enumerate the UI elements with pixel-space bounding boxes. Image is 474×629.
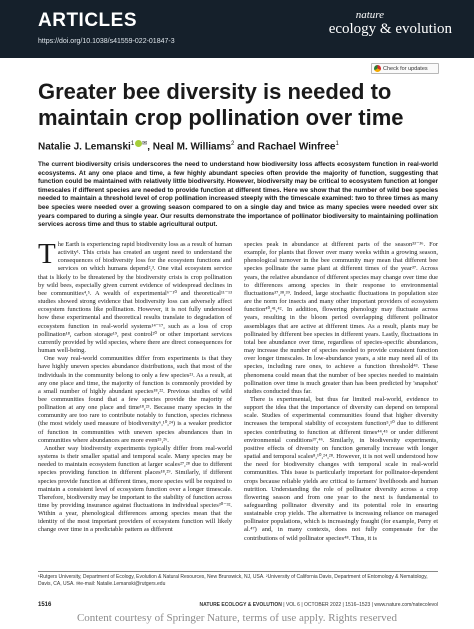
email-icon[interactable]: ✉ bbox=[142, 141, 148, 147]
body-paragraph: Another way biodiversity experiments typically differ from real-world systems is their smaller spatial and temporal scale. Many species may be needed to maintain ecosystem function at larger scales²⁷,²⁸ due to different species providing function in different places¹⁸,²⁹. Similarly, if different species provide function at different times, more species will be required to maintain a consistent level of ecosystem function over a longer timescale. Therefore, biodiversity may be important to the stability of function across time by providing insurance against fluctuations in individual species³⁰⁻³². Within a year, phenological differences among species mean that the identity of the most important providers of ecosystem function will likely change over time in a predictable pattern as different bbox=[38, 444, 232, 534]
section-label: ARTICLES bbox=[38, 10, 137, 31]
footnote-divider bbox=[38, 571, 438, 572]
page-number: 1516 bbox=[38, 602, 52, 608]
body-paragraph-text: he Earth is experiencing rapid biodiversity loss as a result of human activity¹. This crisis has created an urgent need to understand the consequences of biodiversity loss for the ecosystem functions and services on which humans depend²,³. One vital ecosystem service that is likely to be threatened by the biodiversity crisis is crop pollination by wild bees, especially given current evidence of widespread declines in bee communities⁴,⁵. A wealth of experimental⁶⁻¹⁰ and theoretical¹¹⁻¹³ studies showed strong evidence that biodiversity loss can adversely affect ecosystem functions like pollination. However, it is not fully understood how these experimental and theoretical results translate to degradation of ecosystem function in real-world systems¹⁴⁻¹⁷, such as a loss of crop pollination¹⁸, carbon storage¹⁹, pest control²⁰ or other important services currently provided by wild species, where there are direct consequences for human well-being. bbox=[38, 241, 232, 355]
author-separator: and bbox=[234, 141, 258, 153]
affiliations-footnote: ¹Rutgers University, Department of Ecology, Evolution & Natural Resources, New Brunswick, NJ, USA. ²University of California Davis, Department of Entomology & Nematology, Davis, CA, USA. ✉e-mail: Natalie.Lemanski@rutgers.edu bbox=[38, 574, 428, 587]
affiliation-mark: 2 bbox=[231, 141, 235, 147]
copyright-watermark: Content courtesy of Springer Nature, terms of use apply. Rights reserved bbox=[76, 612, 398, 624]
body-column-right bbox=[244, 241, 438, 543]
body-column-left bbox=[38, 238, 232, 535]
body-paragraph bbox=[38, 238, 232, 355]
body-paragraph: There is experimental, but thus far limited real-world, evidence to support the idea that the importance of diversity can depend on temporal scale. Studies of experimental communities found that higher diversity increases the temporal stability of ecosystem function⁵,¹⁰ due to different species contributing to function at different times⁴⁴,⁴⁵ or under different environmental conditions³⁷,⁴⁶. Similarly, in biodiversity experiments, positive effects of diversity on function generally increase with longer spatial and temporal scales⁸,¹⁰,²⁴,²⁸. However, it is not well understood how the need for biodiversity changes with temporal scale in real-world communities. This issue is particularly important for pollinator-dependent crops because reliable yields are critical to farmers' livelihoods and human nutrition. Understanding the role of pollinator diversity across a crop flowering season and from one year to the next is fundamental to safeguarding pollinator diversity and its potential role in ensuring sustainable crop yields. The alternative is increasing reliance on managed pollinator populations, which is increasingly fraught (for example, Perry et al.⁴⁷) and, in many contexts, does not fully compensate for the contributions of wild pollinator species⁴⁸. Thus, it is bbox=[244, 395, 438, 542]
footer-journal-info bbox=[200, 602, 438, 608]
journal-prefix: nature bbox=[355, 9, 384, 21]
body-paragraph: One way real-world communities differ from experiments is that they have highly uneven species abundance distributions, such that most of the individuals in the community belong to only a few species²¹. As a result, at any one place and time, the majority of function is commonly provided by a small number of highly abundant species¹⁸,²². Previous studies of wild bee communities found that a few species provide the majority of pollination at any one place and time¹⁸,²³. Because many species in the community are too rare to contribute notably to function, species richness (the most widely used measure of biodiversity⁶,¹⁰,²⁴) is a weaker predictor of function in communities with uneven species abundances than in communities where abundances are more even²⁵,²⁶. bbox=[38, 355, 232, 444]
abstract: The current biodiversity crisis underscores the need to understand how biodiversity loss affects ecosystem function in real-world ecosystems. At any one place and time, a few highly abundant species often provide the majority of function, suggesting that function could be maintained with relatively little biodiversity. However, biodiversity may be critical to ecosystem function at longer timescales if different species are needed to provide function at different times. Here we show that the number of wild bee species needed to maintain a threshold level of crop pollination increased steeply with the timescale examined: two to three times as many bee species were needed over a growing season compared to on a single day and twice as many species were needed over six years compared to during a single year. Our results demonstrate the importance of pollinator biodiversity to maintaining pollination services across time and thus to stable agricultural output. bbox=[38, 161, 438, 229]
article-title: Greater bee diversity is needed to maintain crop pollination over time bbox=[38, 79, 404, 130]
footer-issue-info[interactable]: | VOL 6 | OCTOBER 2022 | 1516–1523 | www.nature.com/natecolevol bbox=[281, 602, 438, 608]
author-separator: , bbox=[147, 141, 153, 153]
body-paragraph: species peak in abundance at different parts of the season³³⁻³⁶. For example, for plants that flower over many weeks within a growing season, phenological turnover in the bee community may mean that different bee species pollinate the same plant at different times of the year³⁷. Across years, the relative abundance of different species may change over time due to differences among species in their response to environmental fluctuations³⁷,³⁸,³⁹. Indeed, large stochastic fluctuations in population size are the norm for insects and many other important providers of ecosystem function⁴⁰,⁴¹,⁴². In addition, flowering phenology may fluctuate across years, resulting in the bloom period overlapping different pollinator assemblages that are active at different times. As a result, plants may be pollinated by different bee species in different years. Lastly, fluctuations in total bee abundance over time, regardless of species-specific abundances, may increase the number of species needed to provide consistent function over longer timescales. In low-abundance years, a site may need all of its species, including rare ones, to achieve a function threshold⁴³. These phenomena could mean that the number of bee species needed to maintain pollination over time is much greater than has been predicted by 'snapshot' studies conducted thus far. bbox=[244, 241, 438, 395]
author-name[interactable]: Natalie J. Lemanski bbox=[38, 141, 131, 153]
check-for-updates-button[interactable] bbox=[371, 63, 439, 74]
check-for-updates-label: Check for updates bbox=[383, 65, 428, 72]
doi-link[interactable]: https://doi.org/10.1038/s41559-022-01847-3 bbox=[38, 38, 175, 45]
check-for-updates-icon bbox=[374, 65, 381, 72]
author-name[interactable]: Rachael Winfree bbox=[257, 141, 336, 153]
journal-name: ecology & evolution bbox=[328, 21, 452, 37]
author-name[interactable]: Neal M. Williams bbox=[152, 141, 232, 153]
author-list bbox=[38, 140, 339, 152]
drop-cap: T bbox=[38, 238, 56, 270]
journal-header-bar bbox=[0, 0, 474, 58]
footer-journal-name: NATURE ECOLOGY & EVOLUTION bbox=[199, 602, 282, 608]
affiliation-mark: 1 bbox=[335, 141, 339, 147]
affiliation-mark: 1 bbox=[130, 141, 135, 147]
